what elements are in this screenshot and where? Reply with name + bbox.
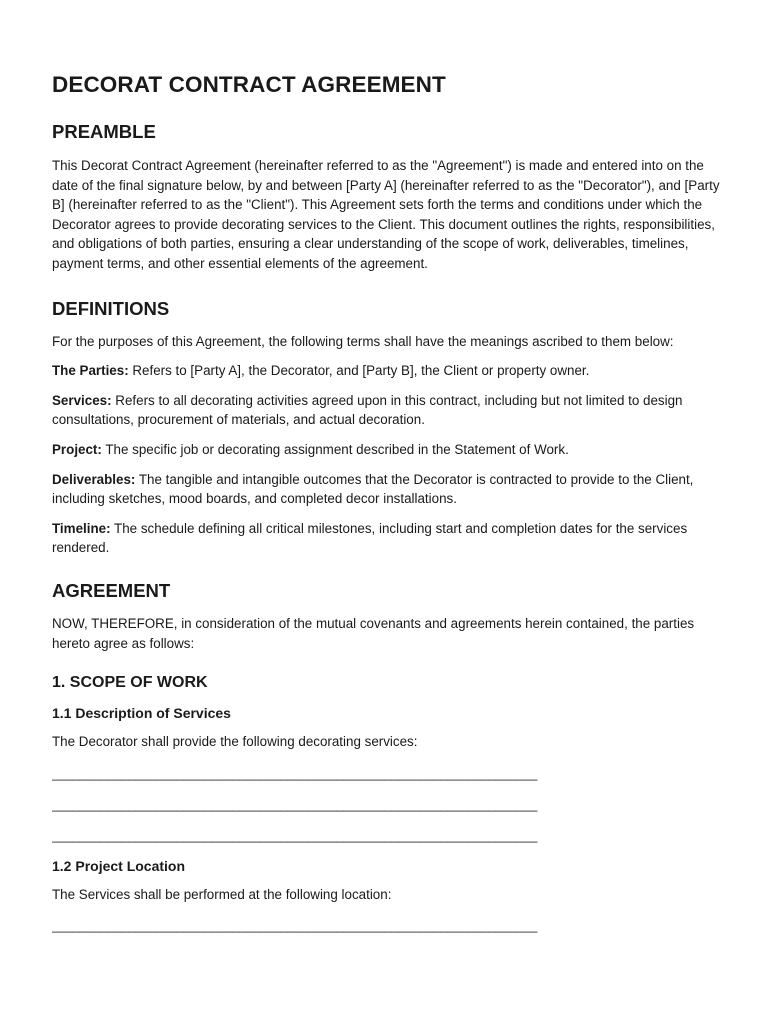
agreement-text: NOW, THEREFORE, in consideration of the mutual covenants and agreements herein contained, the parties hereto agree as follows:	[52, 615, 695, 651]
definition-term: The Parties:	[52, 363, 129, 379]
location-text: The Services shall be performed at the following location:	[52, 886, 392, 902]
definition-parties	[52, 361, 722, 381]
preamble-text: This Decorat Contract Agreement (hereinafter referred to as the "Agreement") is made and entered into on the date of the final signature below, by and between [Party A] (hereinafter referred to as the "Decorator"), and [Party B] (hereinafter referred to as the "Client"). This Agreement sets forth the terms and conditions under which the Decorator agrees to provide decorating services to the Client. This document outlines the rights, responsibilities, and obligations of both parties, ensuring a clear understanding of the scope of work, deliverables, timelines, payment terms, and other essential elements of the agreement.	[52, 158, 720, 271]
definition-text: Refers to all decorating activities agreed upon in this contract, including but not limited to design consultations, procurement of materials, and actual decoration.	[52, 392, 683, 428]
definition-term: Deliverables:	[52, 471, 136, 487]
description-blank-line-2[interactable]: ______________________________________________________________________	[52, 796, 538, 812]
description-blank-line-3[interactable]: ______________________________________________________________________	[52, 827, 538, 843]
agreement-heading: AGREEMENT	[52, 579, 171, 601]
definition-term: Project:	[52, 441, 102, 457]
document-page	[52, 70, 722, 934]
definition-text: The schedule defining all critical milestones, including start and completion dates for the services rendered.	[52, 520, 688, 556]
definition-text: The tangible and intangible outcomes that the Decorator is contracted to provide to the Client, including sketches, mood boards, and completed decor installations.	[52, 471, 694, 507]
definition-text: Refers to [Party A], the Decorator, and [Party B], the Client or property owner.	[128, 363, 590, 379]
definitions-intro: For the purposes of this Agreement, the following terms shall have the meanings ascribed to them below:	[52, 333, 674, 349]
description-blank-line-1[interactable]: ______________________________________________________________________	[52, 765, 538, 781]
definition-deliverables	[52, 470, 722, 509]
definition-timeline	[52, 519, 722, 558]
description-text: The Decorator shall provide the following decorating services:	[52, 734, 418, 750]
definition-services	[52, 391, 722, 430]
description-heading: 1.1 Description of Services	[52, 705, 231, 722]
preamble-heading: PREAMBLE	[52, 121, 156, 142]
location-heading: 1.2 Project Location	[52, 857, 186, 874]
location-blank-line[interactable]: ______________________________________________________________________	[52, 918, 538, 934]
definitions-heading: DEFINITIONS	[52, 297, 170, 319]
scope-heading: 1. SCOPE OF WORK	[52, 674, 208, 692]
definition-text: The specific job or decorating assignment described in the Statement of Work.	[101, 441, 569, 457]
document-title: DECORAT CONTRACT AGREEMENT	[52, 72, 446, 97]
definition-term: Timeline:	[52, 520, 111, 536]
definition-project	[52, 440, 722, 460]
definition-term: Services:	[52, 392, 112, 408]
